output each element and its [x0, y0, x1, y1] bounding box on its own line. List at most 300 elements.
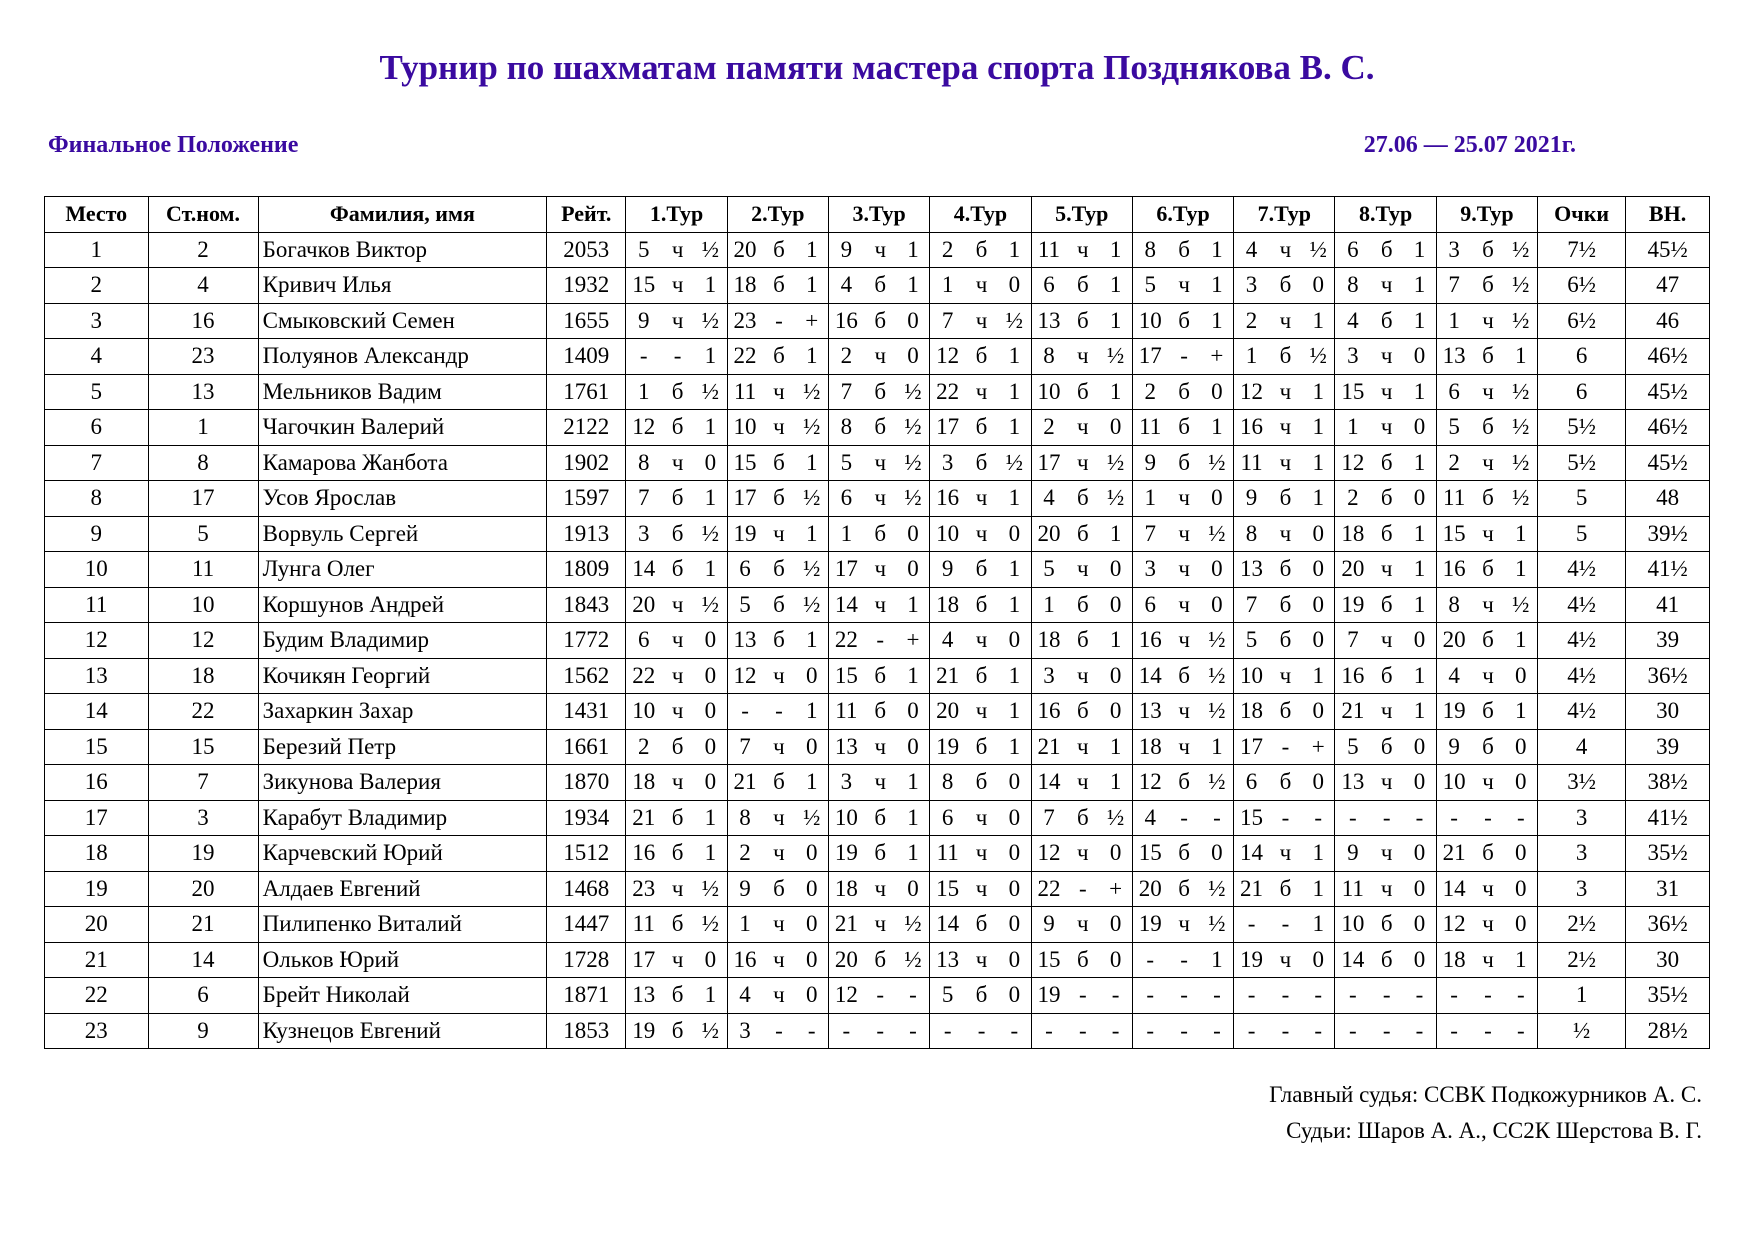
place-cell: 20	[45, 907, 149, 943]
place-cell: 17	[45, 800, 149, 836]
round-color-cell: ч	[1472, 942, 1505, 978]
round-result-cell: 0	[1302, 623, 1335, 659]
round-color-cell: ч	[1066, 410, 1099, 446]
round-color-cell: ч	[864, 729, 897, 765]
round-color-cell: б	[1472, 694, 1505, 730]
round-result-cell: 1	[795, 516, 828, 552]
round-result-cell: 1	[1505, 552, 1538, 588]
round-color-cell: б	[1370, 445, 1403, 481]
round-color-cell: ч	[965, 800, 998, 836]
round-opponent-cell: 1	[1335, 410, 1370, 446]
round-opponent-cell: 9	[930, 552, 965, 588]
round-opponent-cell: 9	[1436, 729, 1471, 765]
round-color-cell: б	[1370, 516, 1403, 552]
round-color-cell: ч	[1370, 871, 1403, 907]
column-header: ВН.	[1626, 197, 1710, 233]
round-color-cell: б	[762, 623, 795, 659]
round-color-cell: ч	[965, 623, 998, 659]
round-result-cell: ½	[998, 303, 1031, 339]
round-color-cell: б	[1370, 907, 1403, 943]
rating-cell: 1761	[547, 374, 626, 410]
rating-cell: 1597	[547, 481, 626, 517]
round-result-cell: 0	[1099, 836, 1132, 872]
round-opponent-cell: 11	[1031, 232, 1066, 268]
round-color-cell: -	[1370, 800, 1403, 836]
table-row	[45, 552, 1710, 588]
rating-cell: 1934	[547, 800, 626, 836]
round-result-cell: 1	[1099, 729, 1132, 765]
round-opponent-cell: 13	[828, 729, 863, 765]
round-result-cell: 1	[897, 800, 930, 836]
round-color-cell: ч	[1472, 658, 1505, 694]
round-color-cell: ч	[1269, 516, 1302, 552]
round-opponent-cell: 2	[727, 836, 762, 872]
round-opponent-cell: 4	[1132, 800, 1167, 836]
round-color-cell: б	[1370, 481, 1403, 517]
round-opponent-cell: 19	[727, 516, 762, 552]
round-result-cell: -	[1505, 1013, 1538, 1049]
start-number-cell: 4	[148, 268, 258, 304]
points-cell: 4½	[1538, 623, 1626, 659]
round-result-cell: ½	[1505, 587, 1538, 623]
round-color-cell: б	[661, 800, 694, 836]
round-opponent-cell: 22	[1031, 871, 1066, 907]
round-color-cell: ч	[864, 232, 897, 268]
round-color-cell: ч	[1168, 907, 1201, 943]
round-opponent-cell: 16	[930, 481, 965, 517]
round-result-cell: 1	[1505, 339, 1538, 375]
column-header: Ст.ном.	[148, 197, 258, 233]
round-opponent-cell: 12	[727, 658, 762, 694]
round-result-cell: 0	[795, 836, 828, 872]
round-result-cell: 0	[1099, 587, 1132, 623]
round-opponent-cell: -	[828, 1013, 863, 1049]
round-result-cell: 1	[897, 587, 930, 623]
tournament-dates: 27.06 — 25.07 2021г.	[1363, 132, 1576, 158]
round-opponent-cell: -	[1335, 978, 1370, 1014]
rating-cell: 1409	[547, 339, 626, 375]
round-result-cell: ½	[1302, 232, 1335, 268]
points-cell: 4½	[1538, 552, 1626, 588]
place-cell: 21	[45, 942, 149, 978]
points-cell: 5	[1538, 516, 1626, 552]
table-row	[45, 339, 1710, 375]
round-opponent-cell: 19	[1234, 942, 1269, 978]
round-result-cell: 0	[694, 729, 727, 765]
round-opponent-cell: 8	[626, 445, 661, 481]
round-color-cell: ч	[1269, 374, 1302, 410]
round-result-cell: 1	[795, 765, 828, 801]
round-color-cell: б	[1066, 587, 1099, 623]
start-number-cell: 18	[148, 658, 258, 694]
points-cell: 6	[1538, 339, 1626, 375]
round-result-cell: ½	[1201, 516, 1234, 552]
round-color-cell: ч	[1168, 516, 1201, 552]
round-color-cell: ч	[1066, 907, 1099, 943]
start-number-cell: 17	[148, 481, 258, 517]
round-color-cell: б	[864, 410, 897, 446]
rating-cell: 1728	[547, 942, 626, 978]
round-opponent-cell: 17	[1031, 445, 1066, 481]
round-opponent-cell: 9	[1234, 481, 1269, 517]
round-opponent-cell: 12	[930, 339, 965, 375]
round-result-cell: 1	[1099, 303, 1132, 339]
round-result-cell: 0	[998, 623, 1031, 659]
rating-cell: 1512	[547, 836, 626, 872]
start-number-cell: 13	[148, 374, 258, 410]
round-result-cell: 1	[1403, 552, 1436, 588]
round-opponent-cell: 19	[1132, 907, 1167, 943]
round-result-cell: 0	[1302, 942, 1335, 978]
place-cell: 12	[45, 623, 149, 659]
round-color-cell: б	[965, 658, 998, 694]
round-result-cell: 0	[1403, 836, 1436, 872]
rating-cell: 1655	[547, 303, 626, 339]
round-opponent-cell: 4	[1335, 303, 1370, 339]
round-color-cell: б	[864, 374, 897, 410]
round-color-cell: б	[965, 339, 998, 375]
round-color-cell: б	[1269, 623, 1302, 659]
round-color-cell: б	[965, 978, 998, 1014]
column-header: 4.Тур	[930, 197, 1031, 233]
start-number-cell: 23	[148, 339, 258, 375]
round-opponent-cell: 9	[1031, 907, 1066, 943]
round-result-cell: 0	[1099, 658, 1132, 694]
round-result-cell: 1	[998, 658, 1031, 694]
round-color-cell: б	[965, 765, 998, 801]
round-result-cell: ½	[897, 410, 930, 446]
buchholz-cell: 45½	[1626, 445, 1710, 481]
round-color-cell: ч	[1370, 339, 1403, 375]
round-opponent-cell: 21	[626, 800, 661, 836]
round-color-cell: ч	[1066, 232, 1099, 268]
round-result-cell: 1	[1099, 516, 1132, 552]
rating-cell: 1902	[547, 445, 626, 481]
start-number-cell: 15	[148, 729, 258, 765]
round-result-cell: 1	[694, 339, 727, 375]
player-name-cell: Полуянов Александр	[258, 339, 547, 375]
round-opponent-cell: 2	[930, 232, 965, 268]
round-opponent-cell: 21	[1335, 694, 1370, 730]
round-result-cell: +	[795, 303, 828, 339]
start-number-cell: 7	[148, 765, 258, 801]
player-name-cell: Кривич Илья	[258, 268, 547, 304]
points-cell: 6	[1538, 374, 1626, 410]
round-result-cell: ½	[1201, 765, 1234, 801]
rating-cell: 1870	[547, 765, 626, 801]
round-result-cell: ½	[694, 587, 727, 623]
round-color-cell: б	[864, 836, 897, 872]
round-opponent-cell: 11	[828, 694, 863, 730]
round-result-cell: -	[897, 1013, 930, 1049]
place-cell: 7	[45, 445, 149, 481]
round-opponent-cell: 7	[1436, 268, 1471, 304]
round-result-cell: 0	[1403, 481, 1436, 517]
round-result-cell: ½	[795, 800, 828, 836]
table-header	[45, 197, 1710, 233]
round-color-cell: б	[1370, 658, 1403, 694]
buchholz-cell: 36½	[1626, 658, 1710, 694]
round-color-cell: ч	[864, 907, 897, 943]
points-cell: ½	[1538, 1013, 1626, 1049]
round-color-cell: ч	[1472, 445, 1505, 481]
round-result-cell: ½	[1505, 445, 1538, 481]
round-result-cell: 0	[897, 303, 930, 339]
start-number-cell: 16	[148, 303, 258, 339]
player-name-cell: Алдаев Евгений	[258, 871, 547, 907]
round-opponent-cell: 13	[1132, 694, 1167, 730]
round-result-cell: 1	[1201, 303, 1234, 339]
round-result-cell: ½	[1201, 907, 1234, 943]
round-result-cell: 1	[1302, 374, 1335, 410]
round-opponent-cell: 18	[626, 765, 661, 801]
round-opponent-cell: 1	[930, 268, 965, 304]
round-opponent-cell: 22	[930, 374, 965, 410]
round-opponent-cell: 14	[1335, 942, 1370, 978]
place-cell: 9	[45, 516, 149, 552]
round-opponent-cell: 12	[1031, 836, 1066, 872]
round-color-cell: ч	[864, 871, 897, 907]
round-opponent-cell: 19	[626, 1013, 661, 1049]
round-result-cell: 1	[998, 410, 1031, 446]
round-result-cell: 1	[1505, 623, 1538, 659]
round-opponent-cell: 14	[1436, 871, 1471, 907]
round-result-cell: 1	[998, 694, 1031, 730]
round-color-cell: ч	[762, 942, 795, 978]
round-color-cell: ч	[965, 516, 998, 552]
round-opponent-cell: 15	[828, 658, 863, 694]
round-opponent-cell: -	[626, 339, 661, 375]
round-color-cell: ч	[1066, 836, 1099, 872]
round-color-cell: ч	[661, 303, 694, 339]
round-color-cell: -	[1269, 729, 1302, 765]
round-color-cell: б	[1269, 481, 1302, 517]
round-color-cell: б	[1472, 268, 1505, 304]
round-opponent-cell: 8	[1436, 587, 1471, 623]
round-opponent-cell: 10	[1234, 658, 1269, 694]
round-color-cell: б	[762, 481, 795, 517]
place-cell: 2	[45, 268, 149, 304]
points-cell: 4½	[1538, 658, 1626, 694]
round-result-cell: +	[1302, 729, 1335, 765]
round-result-cell: -	[897, 978, 930, 1014]
round-color-cell: ч	[965, 481, 998, 517]
column-header: 7.Тур	[1234, 197, 1335, 233]
place-cell: 14	[45, 694, 149, 730]
player-name-cell: Усов Ярослав	[258, 481, 547, 517]
round-opponent-cell: 16	[727, 942, 762, 978]
round-opponent-cell: 12	[1335, 445, 1370, 481]
round-color-cell: ч	[1168, 623, 1201, 659]
round-color-cell: -	[762, 1013, 795, 1049]
round-result-cell: 0	[1403, 339, 1436, 375]
place-cell: 6	[45, 410, 149, 446]
round-color-cell: б	[965, 907, 998, 943]
round-color-cell: -	[1168, 1013, 1201, 1049]
round-opponent-cell: 7	[1132, 516, 1167, 552]
rating-cell: 2122	[547, 410, 626, 446]
round-result-cell: 0	[1302, 765, 1335, 801]
round-color-cell: -	[1168, 800, 1201, 836]
round-opponent-cell: 21	[828, 907, 863, 943]
round-opponent-cell: 22	[727, 339, 762, 375]
round-opponent-cell: 22	[828, 623, 863, 659]
round-result-cell: 0	[1403, 623, 1436, 659]
points-cell: 7½	[1538, 232, 1626, 268]
round-result-cell: 0	[998, 800, 1031, 836]
player-name-cell: Кузнецов Евгений	[258, 1013, 547, 1049]
round-result-cell: ½	[897, 445, 930, 481]
round-color-cell: ч	[965, 871, 998, 907]
round-opponent-cell: 15	[930, 871, 965, 907]
table-row	[45, 658, 1710, 694]
round-opponent-cell: -	[1234, 978, 1269, 1014]
round-result-cell: 0	[1302, 516, 1335, 552]
round-result-cell: 1	[795, 694, 828, 730]
buchholz-cell: 39	[1626, 623, 1710, 659]
round-color-cell: б	[661, 729, 694, 765]
round-color-cell: б	[864, 942, 897, 978]
round-opponent-cell: 8	[1031, 339, 1066, 375]
round-result-cell: ½	[1505, 268, 1538, 304]
round-result-cell: ½	[795, 587, 828, 623]
buchholz-cell: 35½	[1626, 836, 1710, 872]
round-result-cell: 1	[1201, 410, 1234, 446]
round-color-cell: б	[1269, 871, 1302, 907]
round-color-cell: -	[1066, 871, 1099, 907]
column-header: 2.Тур	[727, 197, 828, 233]
table-row	[45, 587, 1710, 623]
round-opponent-cell: 13	[727, 623, 762, 659]
round-opponent-cell: 2	[1132, 374, 1167, 410]
round-result-cell: 1	[1302, 445, 1335, 481]
round-result-cell: -	[1302, 1013, 1335, 1049]
round-result-cell: 0	[1099, 942, 1132, 978]
round-color-cell: б	[1168, 410, 1201, 446]
round-result-cell: 0	[897, 871, 930, 907]
round-color-cell: б	[1168, 232, 1201, 268]
round-color-cell: ч	[762, 374, 795, 410]
column-header: 6.Тур	[1132, 197, 1233, 233]
round-color-cell: ч	[1269, 303, 1302, 339]
start-number-cell: 11	[148, 552, 258, 588]
round-opponent-cell: 10	[930, 516, 965, 552]
round-result-cell: 0	[1403, 765, 1436, 801]
place-cell: 23	[45, 1013, 149, 1049]
start-number-cell: 20	[148, 871, 258, 907]
start-number-cell: 10	[148, 587, 258, 623]
round-opponent-cell: 14	[1031, 765, 1066, 801]
round-opponent-cell: 16	[626, 836, 661, 872]
place-cell: 1	[45, 232, 149, 268]
round-color-cell: б	[1168, 871, 1201, 907]
player-name-cell: Мельников Вадим	[258, 374, 547, 410]
round-opponent-cell: 18	[1234, 694, 1269, 730]
round-color-cell: б	[661, 978, 694, 1014]
round-opponent-cell: 3	[1234, 268, 1269, 304]
round-color-cell: -	[1269, 978, 1302, 1014]
buchholz-cell: 31	[1626, 871, 1710, 907]
round-color-cell: б	[1370, 587, 1403, 623]
round-result-cell: -	[1505, 800, 1538, 836]
start-number-cell: 8	[148, 445, 258, 481]
round-result-cell: ½	[1099, 445, 1132, 481]
round-result-cell: ½	[1099, 800, 1132, 836]
page-title: Турнир по шахматам памяти мастера спорта Позднякова В. С.	[379, 48, 1375, 87]
round-opponent-cell: -	[1234, 1013, 1269, 1049]
round-color-cell: б	[762, 268, 795, 304]
round-result-cell: -	[795, 1013, 828, 1049]
round-opponent-cell: 5	[1335, 729, 1370, 765]
round-color-cell: б	[661, 552, 694, 588]
table-row	[45, 445, 1710, 481]
round-opponent-cell: 9	[828, 232, 863, 268]
round-color-cell: ч	[864, 552, 897, 588]
round-result-cell: 0	[1403, 942, 1436, 978]
round-color-cell: б	[1370, 232, 1403, 268]
round-opponent-cell: 7	[1335, 623, 1370, 659]
buchholz-cell: 30	[1626, 694, 1710, 730]
round-color-cell: ч	[1370, 694, 1403, 730]
round-color-cell: -	[661, 339, 694, 375]
round-color-cell: б	[1066, 303, 1099, 339]
round-result-cell: -	[1099, 1013, 1132, 1049]
round-result-cell: 1	[1403, 516, 1436, 552]
round-opponent-cell: 4	[930, 623, 965, 659]
round-color-cell: ч	[1066, 658, 1099, 694]
buchholz-cell: 48	[1626, 481, 1710, 517]
round-result-cell: 0	[998, 765, 1031, 801]
crosstable	[44, 196, 1710, 1049]
round-result-cell: 1	[795, 268, 828, 304]
round-color-cell: -	[1066, 1013, 1099, 1049]
table-row	[45, 800, 1710, 836]
round-opponent-cell: 3	[1132, 552, 1167, 588]
round-result-cell: 0	[1302, 552, 1335, 588]
points-cell: 2½	[1538, 942, 1626, 978]
round-color-cell: ч	[965, 303, 998, 339]
round-result-cell: 1	[1201, 268, 1234, 304]
round-opponent-cell: 10	[1031, 374, 1066, 410]
round-color-cell: ч	[1370, 836, 1403, 872]
round-result-cell: +	[1099, 871, 1132, 907]
round-opponent-cell: 20	[828, 942, 863, 978]
round-result-cell: ½	[694, 1013, 727, 1049]
round-result-cell: 0	[795, 658, 828, 694]
table-row	[45, 836, 1710, 872]
round-result-cell: ½	[694, 871, 727, 907]
player-name-cell: Смыковский Семен	[258, 303, 547, 339]
round-result-cell: 0	[897, 729, 930, 765]
round-result-cell: 1	[795, 339, 828, 375]
rating-cell: 1431	[547, 694, 626, 730]
round-color-cell: б	[661, 907, 694, 943]
round-result-cell: -	[1403, 800, 1436, 836]
round-opponent-cell: 20	[626, 587, 661, 623]
points-cell: 1	[1538, 978, 1626, 1014]
round-color-cell: ч	[965, 836, 998, 872]
round-opponent-cell: 12	[1234, 374, 1269, 410]
round-opponent-cell: 6	[828, 481, 863, 517]
round-result-cell: 0	[1201, 587, 1234, 623]
round-result-cell: ½	[795, 481, 828, 517]
round-opponent-cell: 4	[1031, 481, 1066, 517]
points-cell: 3	[1538, 836, 1626, 872]
round-color-cell: б	[965, 552, 998, 588]
round-opponent-cell: 8	[930, 765, 965, 801]
round-color-cell: б	[762, 765, 795, 801]
round-result-cell: 0	[1099, 552, 1132, 588]
